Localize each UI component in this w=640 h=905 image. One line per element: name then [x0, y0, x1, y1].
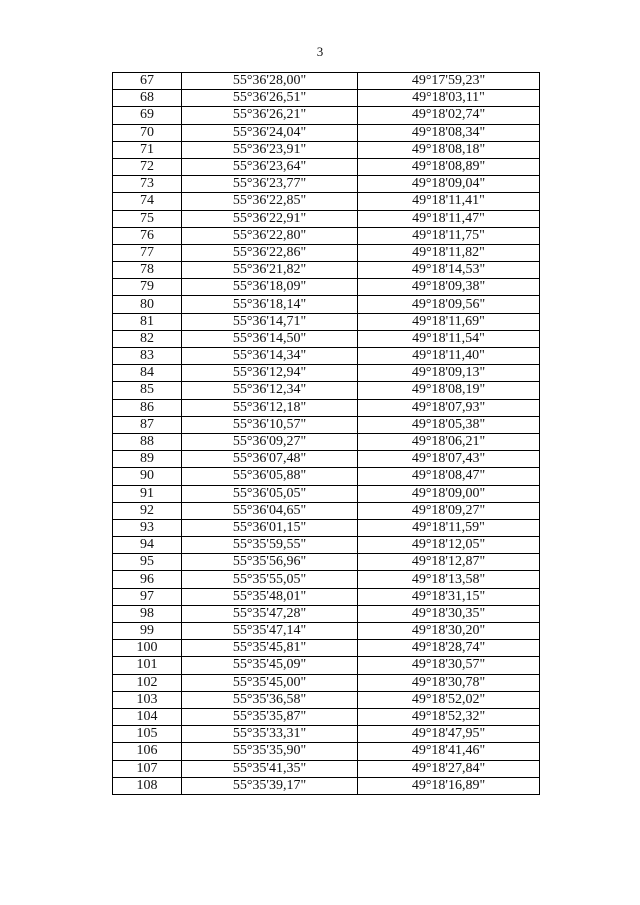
longitude-cell: 49°18'03,11"	[358, 90, 540, 107]
table-row	[113, 537, 540, 554]
latitude-cell: 55°35'59,55"	[182, 537, 358, 554]
latitude-cell: 55°36'26,21"	[182, 107, 358, 124]
latitude-cell: 55°35'45,81"	[182, 640, 358, 657]
point-number-cell: 95	[113, 554, 182, 571]
point-number-cell: 80	[113, 296, 182, 313]
table-row	[113, 262, 540, 279]
latitude-cell: 55°36'04,65"	[182, 502, 358, 519]
latitude-cell: 55°36'07,48"	[182, 451, 358, 468]
page-number: 3	[316, 44, 324, 59]
longitude-cell: 49°18'02,74"	[358, 107, 540, 124]
longitude-cell: 49°18'09,00"	[358, 485, 540, 502]
table-row	[113, 416, 540, 433]
longitude-cell: 49°18'13,58"	[358, 571, 540, 588]
latitude-cell: 55°36'09,27"	[182, 433, 358, 450]
point-number-cell: 103	[113, 691, 182, 708]
latitude-cell: 55°36'22,86"	[182, 244, 358, 261]
point-number-cell: 71	[113, 141, 182, 158]
longitude-cell: 49°18'08,19"	[358, 382, 540, 399]
longitude-cell: 49°18'09,38"	[358, 279, 540, 296]
point-number-cell: 83	[113, 348, 182, 365]
table-row	[113, 657, 540, 674]
longitude-cell: 49°18'31,15"	[358, 588, 540, 605]
latitude-cell: 55°36'14,34"	[182, 348, 358, 365]
longitude-cell: 49°18'30,35"	[358, 605, 540, 622]
longitude-cell: 49°18'05,38"	[358, 416, 540, 433]
longitude-cell: 49°18'09,56"	[358, 296, 540, 313]
longitude-cell: 49°18'47,95"	[358, 726, 540, 743]
table-row	[113, 348, 540, 365]
latitude-cell: 55°36'14,50"	[182, 330, 358, 347]
latitude-cell: 55°35'45,00"	[182, 674, 358, 691]
table-row	[113, 691, 540, 708]
latitude-cell: 55°36'12,18"	[182, 399, 358, 416]
table-row	[113, 330, 540, 347]
latitude-cell: 55°36'23,77"	[182, 176, 358, 193]
longitude-cell: 49°18'11,75"	[358, 227, 540, 244]
point-number-cell: 105	[113, 726, 182, 743]
longitude-cell: 49°18'52,02"	[358, 691, 540, 708]
latitude-cell: 55°35'56,96"	[182, 554, 358, 571]
point-number-cell: 84	[113, 365, 182, 382]
latitude-cell: 55°35'35,87"	[182, 708, 358, 725]
latitude-cell: 55°35'48,01"	[182, 588, 358, 605]
latitude-cell: 55°35'35,90"	[182, 743, 358, 760]
latitude-cell: 55°36'18,14"	[182, 296, 358, 313]
latitude-cell: 55°36'28,00"	[182, 73, 358, 90]
latitude-cell: 55°36'21,82"	[182, 262, 358, 279]
longitude-cell: 49°18'12,05"	[358, 537, 540, 554]
table-row	[113, 554, 540, 571]
point-number-cell: 100	[113, 640, 182, 657]
latitude-cell: 55°36'10,57"	[182, 416, 358, 433]
longitude-cell: 49°17'59,23"	[358, 73, 540, 90]
longitude-cell: 49°18'11,69"	[358, 313, 540, 330]
longitude-cell: 49°18'12,87"	[358, 554, 540, 571]
point-number-cell: 102	[113, 674, 182, 691]
point-number-cell: 82	[113, 330, 182, 347]
table-row	[113, 502, 540, 519]
table-row	[113, 726, 540, 743]
point-number-cell: 93	[113, 519, 182, 536]
table-row	[113, 605, 540, 622]
latitude-cell: 55°35'36,58"	[182, 691, 358, 708]
table-row	[113, 313, 540, 330]
table-row	[113, 365, 540, 382]
table-row	[113, 485, 540, 502]
point-number-cell: 91	[113, 485, 182, 502]
latitude-cell: 55°35'55,05"	[182, 571, 358, 588]
longitude-cell: 49°18'09,04"	[358, 176, 540, 193]
longitude-cell: 49°18'41,46"	[358, 743, 540, 760]
longitude-cell: 49°18'09,27"	[358, 502, 540, 519]
latitude-cell: 55°35'47,14"	[182, 623, 358, 640]
point-number-cell: 72	[113, 158, 182, 175]
longitude-cell: 49°18'07,93"	[358, 399, 540, 416]
point-number-cell: 76	[113, 227, 182, 244]
longitude-cell: 49°18'06,21"	[358, 433, 540, 450]
table-row	[113, 468, 540, 485]
latitude-cell: 55°36'22,85"	[182, 193, 358, 210]
point-number-cell: 104	[113, 708, 182, 725]
table-row	[113, 571, 540, 588]
point-number-cell: 90	[113, 468, 182, 485]
table-row	[113, 399, 540, 416]
point-number-cell: 74	[113, 193, 182, 210]
point-number-cell: 67	[113, 73, 182, 90]
table-row	[113, 382, 540, 399]
table-row	[113, 623, 540, 640]
table-row	[113, 107, 540, 124]
latitude-cell: 55°36'22,91"	[182, 210, 358, 227]
longitude-cell: 49°18'08,18"	[358, 141, 540, 158]
table-row	[113, 519, 540, 536]
table-row	[113, 640, 540, 657]
latitude-cell: 55°35'33,31"	[182, 726, 358, 743]
longitude-cell: 49°18'30,20"	[358, 623, 540, 640]
table-row	[113, 176, 540, 193]
table-row	[113, 73, 540, 90]
point-number-cell: 79	[113, 279, 182, 296]
point-number-cell: 75	[113, 210, 182, 227]
latitude-cell: 55°36'12,34"	[182, 382, 358, 399]
table-row	[113, 193, 540, 210]
table-row	[113, 777, 540, 794]
table-row	[113, 90, 540, 107]
point-number-cell: 96	[113, 571, 182, 588]
latitude-cell: 55°35'47,28"	[182, 605, 358, 622]
point-number-cell: 97	[113, 588, 182, 605]
point-number-cell: 101	[113, 657, 182, 674]
point-number-cell: 92	[113, 502, 182, 519]
longitude-cell: 49°18'30,78"	[358, 674, 540, 691]
latitude-cell: 55°35'39,17"	[182, 777, 358, 794]
point-number-cell: 69	[113, 107, 182, 124]
longitude-cell: 49°18'11,82"	[358, 244, 540, 261]
table-row	[113, 760, 540, 777]
latitude-cell: 55°36'18,09"	[182, 279, 358, 296]
latitude-cell: 55°36'14,71"	[182, 313, 358, 330]
point-number-cell: 98	[113, 605, 182, 622]
latitude-cell: 55°36'12,94"	[182, 365, 358, 382]
point-number-cell: 88	[113, 433, 182, 450]
longitude-cell: 49°18'11,41"	[358, 193, 540, 210]
point-number-cell: 81	[113, 313, 182, 330]
longitude-cell: 49°18'07,43"	[358, 451, 540, 468]
table-row	[113, 743, 540, 760]
longitude-cell: 49°18'08,34"	[358, 124, 540, 141]
table-row	[113, 296, 540, 313]
longitude-cell: 49°18'08,47"	[358, 468, 540, 485]
point-number-cell: 86	[113, 399, 182, 416]
table-row	[113, 279, 540, 296]
longitude-cell: 49°18'16,89"	[358, 777, 540, 794]
longitude-cell: 49°18'11,54"	[358, 330, 540, 347]
point-number-cell: 73	[113, 176, 182, 193]
latitude-cell: 55°36'24,04"	[182, 124, 358, 141]
longitude-cell: 49°18'11,40"	[358, 348, 540, 365]
point-number-cell: 99	[113, 623, 182, 640]
latitude-cell: 55°36'05,05"	[182, 485, 358, 502]
point-number-cell: 85	[113, 382, 182, 399]
longitude-cell: 49°18'09,13"	[358, 365, 540, 382]
latitude-cell: 55°36'22,80"	[182, 227, 358, 244]
point-number-cell: 70	[113, 124, 182, 141]
table-row	[113, 158, 540, 175]
point-number-cell: 94	[113, 537, 182, 554]
point-number-cell: 106	[113, 743, 182, 760]
longitude-cell: 49°18'11,59"	[358, 519, 540, 536]
latitude-cell: 55°35'41,35"	[182, 760, 358, 777]
point-number-cell: 68	[113, 90, 182, 107]
longitude-cell: 49°18'28,74"	[358, 640, 540, 657]
point-number-cell: 77	[113, 244, 182, 261]
longitude-cell: 49°18'30,57"	[358, 657, 540, 674]
longitude-cell: 49°18'08,89"	[358, 158, 540, 175]
longitude-cell: 49°18'52,32"	[358, 708, 540, 725]
latitude-cell: 55°36'23,64"	[182, 158, 358, 175]
table-row	[113, 451, 540, 468]
point-number-cell: 108	[113, 777, 182, 794]
table-row	[113, 244, 540, 261]
table-row	[113, 588, 540, 605]
latitude-cell: 55°36'05,88"	[182, 468, 358, 485]
table-row	[113, 227, 540, 244]
latitude-cell: 55°36'01,15"	[182, 519, 358, 536]
table-row	[113, 708, 540, 725]
point-number-cell: 78	[113, 262, 182, 279]
coordinates-table-body	[113, 73, 540, 795]
table-row	[113, 124, 540, 141]
latitude-cell: 55°36'26,51"	[182, 90, 358, 107]
longitude-cell: 49°18'27,84"	[358, 760, 540, 777]
table-row	[113, 210, 540, 227]
coordinates-table	[112, 72, 540, 795]
latitude-cell: 55°36'23,91"	[182, 141, 358, 158]
table-row	[113, 674, 540, 691]
point-number-cell: 107	[113, 760, 182, 777]
point-number-cell: 89	[113, 451, 182, 468]
table-row	[113, 141, 540, 158]
longitude-cell: 49°18'14,53"	[358, 262, 540, 279]
table-row	[113, 433, 540, 450]
longitude-cell: 49°18'11,47"	[358, 210, 540, 227]
latitude-cell: 55°35'45,09"	[182, 657, 358, 674]
point-number-cell: 87	[113, 416, 182, 433]
